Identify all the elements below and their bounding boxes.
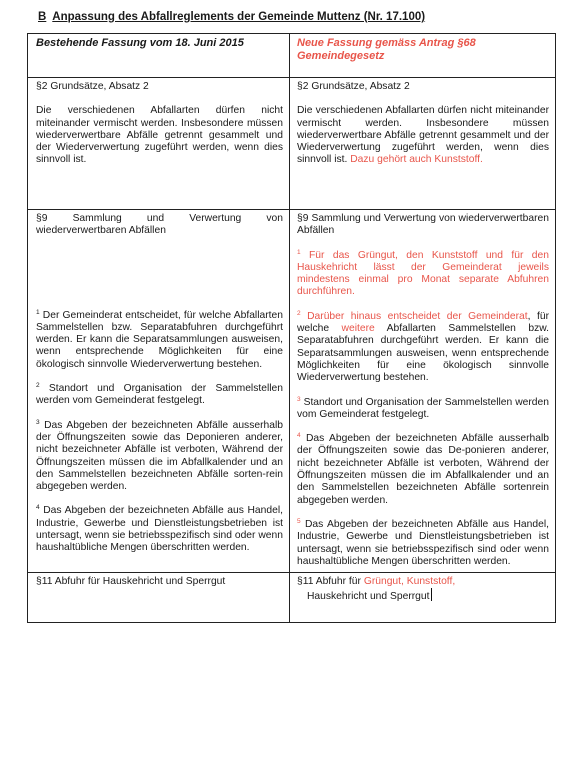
row2-old-p4: $^4$ Das Abgeben der bezeichneten Abfälle aus Handel, Industrie, Gewerbe und Dienstleistungsbetrieben ist untersagt, wenn sie betriebsspezifisch sind oder wenn haushaltübliche Mengen überschritten werden. — [36, 504, 283, 554]
header-new-cell — [290, 34, 556, 78]
row1-new-text-main: Die verschiedenen Abfallarten dürfen nicht miteinander vermischt werden. Insbesondere müssen wiederverwertbare Abfälle getrennt gesammelt und der Wiederverwertung zugeführt werden, wenn dies sinnvoll ist. — [297, 105, 549, 166]
table-row — [28, 78, 556, 210]
page-title — [38, 11, 425, 23]
row1-old-text: Die verschiedenen Abfallarten dürfen nicht miteinander vermischt werden. Insbesondere müssen wiederverwertbare Abfälle getrennt gesammelt und der Wiederverwertung zugeführt werden, wenn dies sinnvoll ist. — [36, 105, 283, 166]
col-old-header: Bestehende Fassung vom 18. Juni 2015 — [36, 37, 244, 49]
row2-new-p4: $^4$ Das Abgeben der bezeichneten Abfälle ausserhalb der Öffnungszeiten sowie das De-ponieren anderer, nicht bezeichneter Abfälle ist verboten, Während der Öffnungszeiten müssen die im Abfallkalender und an den Sammelstellen bezeichneten Abfälle sortenrein abgegeben werden. — [297, 432, 549, 506]
row1-old-cell — [28, 78, 290, 210]
row2-old-p1: $^1$ Der Gemeinderat entscheidet, für welche Abfallarten Sammelstellen bzw. Separatabfuhren durchgeführt werden. Er kann die Separatsammlungen ausweisen, wenn entsprechende Möglichkeiten für eine ökologisch sinnvolle Wiederverwertung bestehen. — [36, 308, 283, 370]
row1-new-text-added: Dazu gehört auch Kunststoff. — [350, 154, 483, 166]
row2-old-cell — [28, 210, 290, 573]
row2-new-heading: §9 Sammlung und Verwertung von wiederverwertbaren Abfällen — [297, 213, 549, 237]
section-letter: B — [38, 11, 47, 23]
row2-old-p3: $^3$ Das Abgeben der bezeichneten Abfälle ausserhalb der Öffnungszeiten sowie das Deponieren anderer, nicht bezeichneter Abfälle ist verboten, Während der Öffnungszeiten müssen die im Abfallkalender und an den Sammelstellen bezeichneten Abfälle sorten-rein abgegeben werden. — [36, 418, 283, 493]
row3-new-heading: §11 Abfuhr für Grüngut, Kunststoff, Hauskehricht und Sperrgut — [297, 576, 456, 603]
col-new-header: Neue Fassung gemäss Antrag §68 Gemeindegesetz — [297, 37, 476, 62]
row2-new-p3: $^3$ Standort und Organisation der Sammelstellen werden vom Gemeinderat festgelegt. — [297, 395, 549, 420]
row3-old-cell — [28, 573, 290, 623]
row1-new-text — [297, 105, 549, 166]
section-title: Anpassung des Abfallreglements der Gemeinde Muttenz (Nr. 17.100) — [52, 11, 426, 23]
row3-old-heading: §11 Abfuhr für Hauskehricht und Sperrgut — [36, 576, 226, 588]
text-cursor — [431, 588, 432, 601]
row3-new-cell — [290, 573, 556, 623]
header-old-cell — [28, 34, 290, 78]
header-row — [28, 34, 556, 78]
row2-new-p2: $^2$ Darüber hinaus entscheidet der Gemeinderat, für welche weitere Abfallarten Sammelstellen bzw. Separatabfuhren durchgeführt werden. Er kann die Separatsammlungen ausweisen, wenn entsprechende Möglichkeiten für eine ökologisch sinnvolle Wiederverwertung bestehen. — [297, 309, 549, 384]
row2-old-heading: §9 Sammlung und Verwertung von wiederverwertbaren Abfällen — [36, 213, 283, 237]
row2-new-p1: $^1$ Für das Grüngut, den Kunststoff und für den Hauskehricht lässt der Gemeinderat jeweils mindestens einmal pro Monat separate Abfuhren durchführen. — [297, 248, 549, 298]
table-row — [28, 210, 556, 573]
row2-new-cell — [290, 210, 556, 573]
row1-new-heading: §2 Grundsätze, Absatz 2 — [297, 81, 410, 92]
comparison-table — [27, 33, 556, 623]
row1-old-heading: §2 Grundsätze, Absatz 2 — [36, 81, 149, 92]
row2-old-p2: $^2$ Standort und Organisation der Sammelstellen werden vom Gemeinderat festgelegt. — [36, 382, 283, 407]
row1-new-cell — [290, 78, 556, 210]
row2-new-p5: $^5$ Das Abgeben der bezeichneten Abfälle aus Handel, Industrie, Gewerbe und Dienstleistungsbetrieben ist untersagt, wenn sie betriebsspezifisch sind oder wenn haushaltübliche Mengen überschritten werden. — [297, 517, 549, 567]
table-row — [28, 573, 556, 623]
